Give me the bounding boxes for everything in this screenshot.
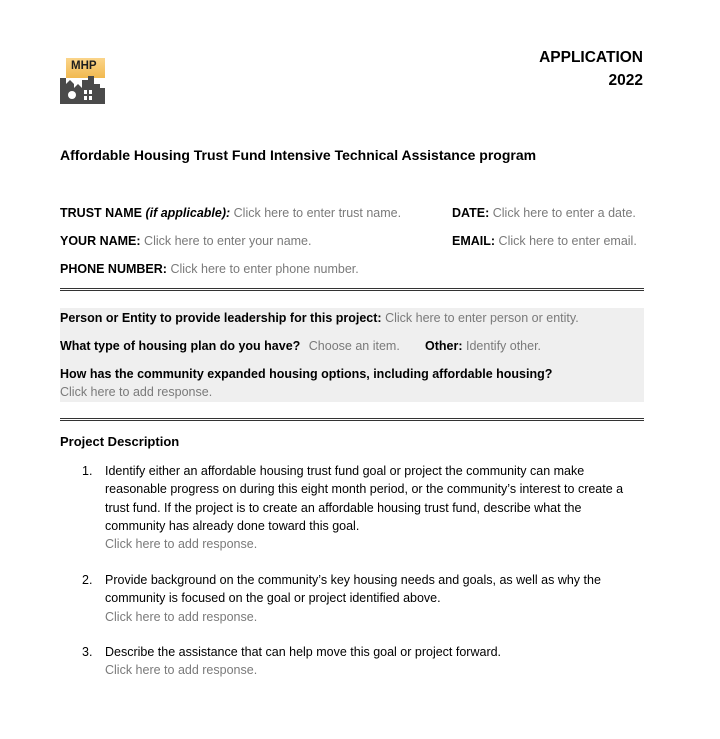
community-question: How has the community expanded housing options, including affordable housing? — [60, 367, 553, 381]
housing-plan-row — [60, 339, 400, 353]
trust-name-row — [60, 206, 401, 220]
item-number: 1. — [82, 464, 93, 478]
housing-plan-dropdown[interactable]: Choose an item. — [308, 339, 400, 353]
trust-name-field[interactable]: Click here to enter trust name. — [233, 206, 402, 220]
project-description-heading: Project Description — [60, 434, 180, 449]
email-field[interactable]: Click here to enter email. — [498, 234, 637, 248]
document-title: Affordable Housing Trust Fund Intensive Technical Assistance program — [60, 147, 537, 163]
leadership-label: Person or Entity to provide leadership for this project: — [60, 311, 382, 325]
item-line: trust fund. If the project is to create an affordable housing trust fund, describe what the — [105, 500, 582, 515]
item-line: reasonable progress on during this eight month period, or the community’s interest to create a — [105, 482, 624, 497]
email-row — [452, 234, 637, 248]
email-label: EMAIL: — [452, 234, 496, 248]
date-row — [452, 206, 636, 220]
other-field[interactable]: Identify other. — [465, 339, 542, 353]
item-line: Provide background on the community’s key housing needs and goals, as well as why the — [105, 573, 601, 587]
other-row — [425, 339, 541, 353]
item-line: community has already done toward this goal. — [105, 518, 360, 533]
trust-name-qualifier: (if applicable): — [145, 206, 231, 220]
community-response-field[interactable]: Click here to add response. — [60, 385, 213, 399]
phone-label: PHONE NUMBER: — [60, 262, 167, 276]
section-divider — [60, 288, 644, 291]
item-line: Describe the assistance that can help move this goal or project forward. — [105, 645, 502, 659]
item-text — [105, 643, 645, 680]
application-header — [539, 46, 643, 92]
item-text — [105, 571, 645, 626]
housing-plan-label: What type of housing plan do you have? — [60, 339, 301, 353]
item-text — [105, 462, 645, 553]
date-field[interactable]: Click here to enter a date. — [492, 206, 636, 220]
leadership-row — [60, 311, 579, 325]
other-label: Other: — [425, 339, 463, 353]
application-year: 2022 — [608, 72, 643, 89]
your-name-field[interactable]: Click here to enter your name. — [144, 234, 312, 248]
item-line: community is focused on the goal or project identified above. — [105, 591, 441, 606]
phone-row — [60, 262, 359, 276]
response-field[interactable]: Click here to add response. — [105, 609, 258, 624]
application-label: APPLICATION — [539, 49, 643, 66]
leadership-field[interactable]: Click here to enter person or entity. — [385, 311, 579, 325]
phone-field[interactable]: Click here to enter phone number. — [170, 262, 359, 276]
trust-name-label: TRUST NAME — [60, 206, 142, 220]
logo-text: MHP — [71, 60, 97, 72]
section-divider — [60, 418, 644, 421]
date-label: DATE: — [452, 206, 490, 220]
your-name-label: YOUR NAME: — [60, 234, 141, 248]
response-field[interactable]: Click here to add response. — [105, 537, 258, 552]
item-line: Identify either an affordable housing trust fund goal or project the community can make — [105, 464, 585, 478]
response-field[interactable]: Click here to add response. — [105, 663, 258, 678]
item-number: 2. — [82, 573, 93, 587]
mhp-logo — [60, 58, 105, 104]
item-number: 3. — [82, 645, 93, 659]
your-name-row — [60, 234, 312, 248]
